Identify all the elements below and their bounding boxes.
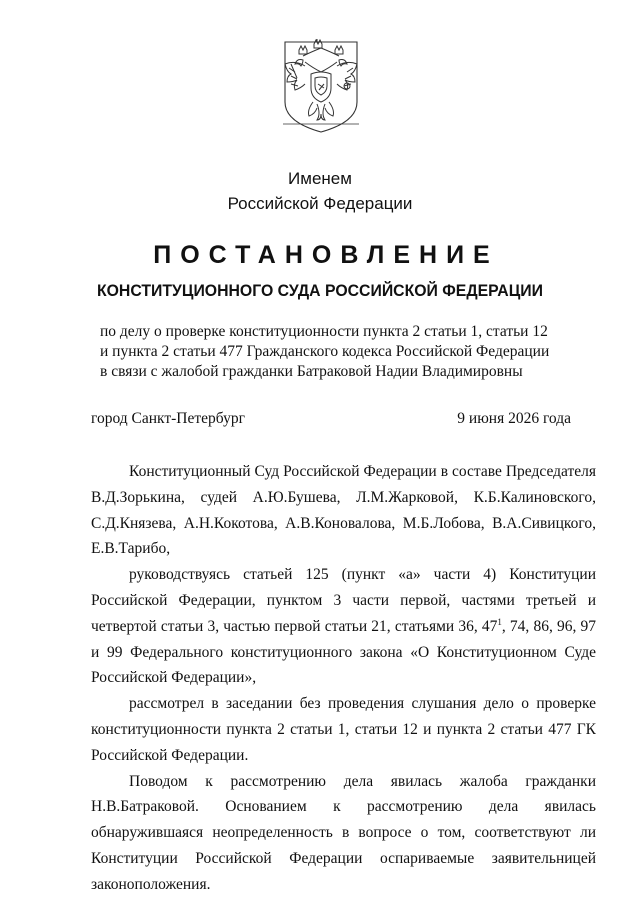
paragraph-legal-basis	[91, 562, 596, 691]
legal-basis-text-1: руководствуясь статьей 125 (пункт «а» части 4) Конституции Российской Федерации, пунктом 3 части первой, частями третьей и четвертой статьи 3, частью первой статьи 21, статьями 36, 47	[91, 566, 596, 635]
in-name-line-1: Именем	[288, 169, 352, 188]
paragraph-composition: Конституционный Суд Российской Федерации в составе Председателя В.Д.Зорькина, судей А.Ю.Бушева, Л.М.Жарковой, К.Б.Калиновского, С.Д.Князева, А.Н.Кокотова, А.В.Коновалова, М.Б.Лобова, В.А.Сивицкого, Е.В.Тарибо,	[91, 463, 596, 558]
coat-of-arms-icon	[281, 38, 361, 134]
city: город Санкт-Петербург	[91, 410, 245, 427]
paragraph-grounds: Поводом к рассмотрению дела явилась жалоба гражданки Н.В.Батраковой. Основанием к рассмотрению дела явилась обнаружившаяся неопределенность в вопросе о том, соответствуют ли Конституции Российской Федерации оспариваемые заявительницей законоположения.	[91, 772, 596, 893]
document-body	[91, 459, 596, 898]
legal-basis-text-2: , 74, 86, 96, 97 и 99 Федерального конституционного закона «О Конституционном Суде Российской Федерации»,	[91, 617, 596, 687]
article-superscript: 1	[497, 616, 502, 627]
decision-date: 9 июня 2026 года	[457, 410, 571, 427]
caption-line-1: по делу о проверке конституционности пункта 2 статьи 1, статьи 12	[100, 323, 548, 340]
case-caption	[100, 322, 580, 382]
document-title: ПОСТАНОВЛЕНИЕ	[153, 241, 499, 269]
in-name-line-2: Российской Федерации	[227, 194, 413, 213]
paragraph-considered: рассмотрел в заседании без проведения слушания дело о проверке конституционности пункта 2 статьи 1, статьи 12 и пункта 2 статьи 477 ГК Российской Федерации.	[91, 695, 596, 764]
caption-line-3: в связи с жалобой гражданки Батраковой Надии Владимировны	[100, 363, 523, 380]
caption-line-2: и пункта 2 статьи 477 Гражданского кодекса Российской Федерации	[100, 343, 550, 360]
court-name: КОНСТИТУЦИОННОГО СУДА РОССИЙСКОЙ ФЕДЕРАЦИИ	[96, 281, 544, 300]
